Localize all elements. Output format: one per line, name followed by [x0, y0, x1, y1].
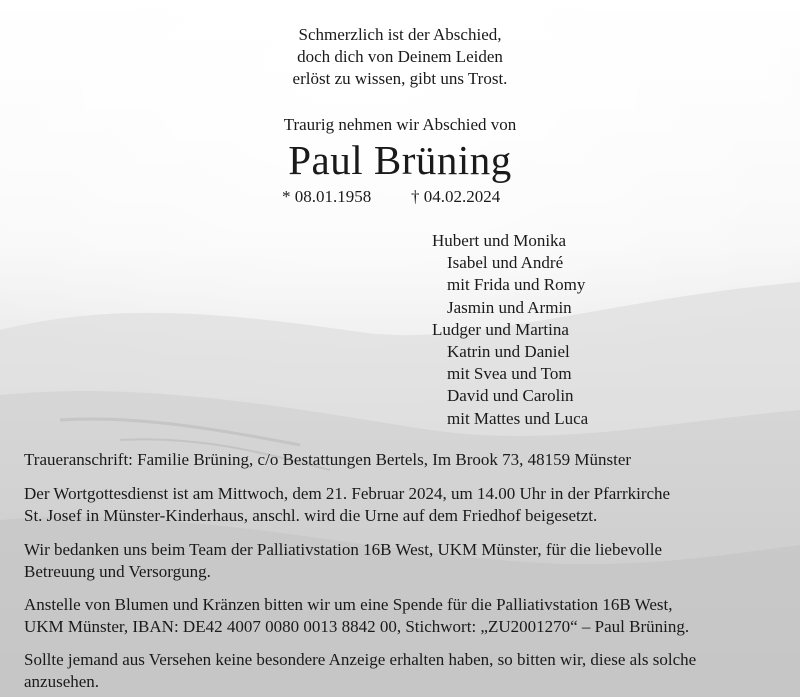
paragraph-line: Der Wortgottesdienst ist am Mittwoch, dem 21. Februar 2024, um 14.00 Uhr in der Pfarrkirche: [24, 484, 671, 503]
thanks-text: [24, 539, 784, 583]
death-date: † 04.02.2024: [411, 187, 501, 206]
poem-line: doch dich von Deinem Leiden: [297, 47, 503, 66]
paragraph-line: anzusehen.: [24, 672, 100, 691]
paragraph-line: Betreuung und Versorgung.: [24, 562, 211, 581]
family-entry: Ludger und Martina: [432, 319, 569, 339]
deceased-name: Paul Brüning: [288, 137, 512, 183]
intro-text: Traurig nehmen wir Abschied von: [283, 115, 517, 134]
service-info: [24, 483, 784, 527]
paragraph-line: Anstelle von Blumen und Kränzen bitten wir um eine Spende für die Palliativstation 16B West,: [24, 595, 673, 614]
birth-date: * 08.01.1958: [282, 187, 372, 206]
mourning-address: [24, 449, 784, 471]
paragraph-line: UKM Münster, IBAN: DE42 4007 0080 0013 8842 00, Stichwort: „ZU2001270“ – Paul Brüning.: [24, 617, 690, 636]
family-entry: Hubert und Monika: [432, 231, 567, 250]
paragraph-line: Traueranschrift: Familie Brüning, c/o Bestattungen Bertels, Im Brook 73, 48159 Münster: [24, 450, 632, 469]
family-entry: mit Mattes und Luca: [447, 408, 589, 428]
paragraph-line: Wir bedanken uns beim Team der Palliativstation 16B West, UKM Münster, für die liebevolle: [24, 540, 663, 559]
family-entry: Isabel und André: [447, 253, 564, 273]
family-entry: mit Svea und Tom: [447, 364, 572, 384]
poem-line: Schmerzlich ist der Abschied,: [298, 25, 502, 44]
paragraph-line: Sollte jemand aus Versehen keine besondere Anzeige erhalten haben, so bitten wir, diese als solche: [24, 650, 697, 669]
poem: [0, 24, 800, 90]
donation-info: [24, 594, 784, 638]
paragraph-line: St. Josef in Münster-Kinderhaus, anschl. wird die Urne auf dem Friedhof beigesetzt.: [24, 506, 598, 525]
notice-text: [24, 649, 784, 693]
family-entry: David und Carolin: [447, 386, 574, 406]
family-entry: Katrin und Daniel: [447, 342, 570, 362]
poem-line: erlöst zu wissen, gibt uns Trost.: [292, 69, 508, 88]
family-list: [432, 230, 588, 430]
family-entry: Jasmin und Armin: [447, 297, 572, 317]
family-entry: mit Frida und Romy: [447, 275, 586, 295]
